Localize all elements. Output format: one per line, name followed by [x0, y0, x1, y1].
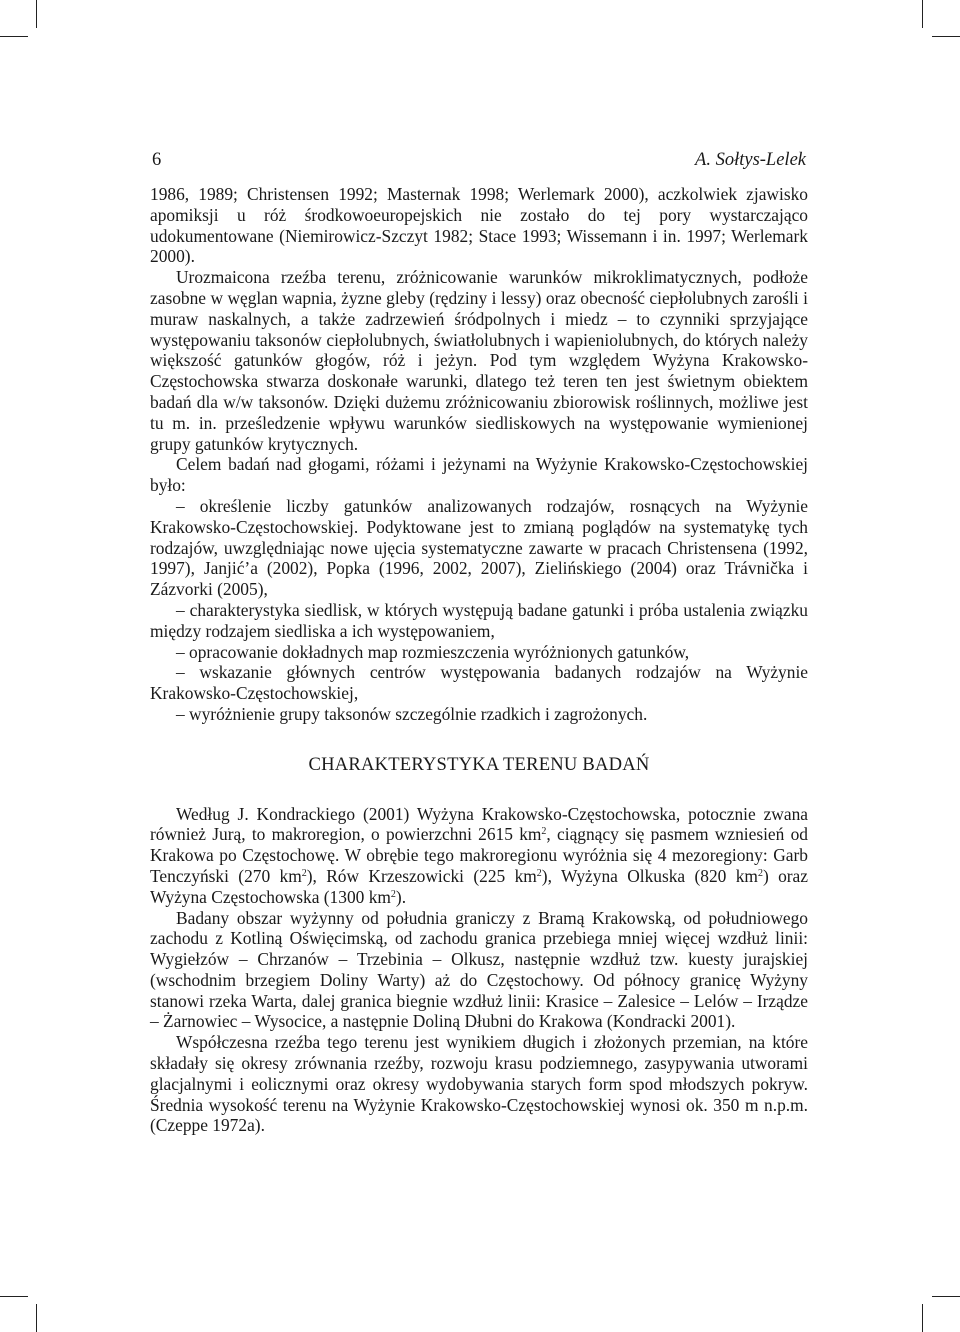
list-item: – wyróżnienie grupy taksonów szczególnie rzadkich i zagrożonych.: [176, 703, 648, 724]
list-item: – określenie liczby gatunków analizowanych rodzajów, rosnących na Wyżynie Krakowsko-Częstochowskiej. Podyktowane jest to zmianą poglądów na systematykę tych rodzajów, uwzględniając nowe ujęcia systematyczne zawarte w pracach Christensena (1992, 1997), Janjić’a (2002), Popka (1996, 2002, 2007), Zielińskiego (2004) oraz Trávnička i Zázvorki (2005),: [150, 495, 808, 600]
superscript: 2: [541, 826, 547, 838]
running-head: A. Sołtys-Lelek: [695, 150, 806, 170]
paragraph: Urozmaicona rzeźba terenu, zróżnicowanie warunków mikroklimatycznych, podłoże zasobne w węglan wapnia, żyzne gleby (rędziny i lessy) oraz obecność ciepłolubnych zarośli i muraw naskalnych, a także zadrzewień śródpolnych i miedz – to czynniki sprzyjające występowaniu taksonów ciepłolubnych, światłolubnych i wapieniolubnych, do których należy większość gatunków głogów, róż i jeżyn. Pod tym względem Wyżyna Krakowsko-Częstochowska stwarza doskonałe warunki, dlatego też teren ten jest świetnym obiektem badań dla w/w taksonów. Dzięki dużemu zróżnicowaniu zbiorowisk roślinnych, możliwe jest tu m. in. prześledzenie wpływu warunków siedliskowych na występowanie wymienionej grupy gatunków krytycznych.: [150, 267, 808, 454]
paragraph: 1986, 1989; Christensen 1992; Masternak 1998; Werlemark 2000), aczkolwiek zjawisko apomiksji u róż środkowoeuropejskich nie zostało do tej pory wystarczająco udokumentowane (Niemirowicz-Szczyt 1982; Stace 1993; Wissemann i in. 1997; Werlemark 2000).: [150, 184, 808, 267]
page-number: 6: [152, 150, 162, 170]
crop-mark: [36, 1304, 37, 1332]
superscript: 2: [536, 867, 542, 879]
text-run: ) oraz Wyżyna Częstochowska (1300 km: [150, 865, 808, 907]
crop-mark: [36, 0, 37, 28]
page-header: [150, 150, 808, 174]
crop-mark: [922, 1304, 923, 1332]
crop-mark: [932, 36, 960, 37]
crop-mark: [922, 0, 923, 28]
text-run: , ciągnący się pasmem wzniesień od Krakowa po Częstochowę. W obrębie tego makroregionu wyróżnia się 4 mezoregiony: Garb Tenczyński (270 km: [150, 824, 808, 886]
paragraph: Badany obszar wyżynny od południa graniczy z Bramą Krakowską, od południowego zachodu z Kotliną Oświęcimską, od zachodu granica przebiega mniej więcej wzdłuż linii: Wygiełzów – Chrzanów – Trzebinia – Olkusz, następnie wzdłuż tzw. kuesty jurajskiej (wschodnim brzegiem Doliny Warty) aż do Częstochowy. Od północy granicę Wyżyny stanowi rzeka Warta, dalej granica biegnie wzdłuż linii: Krasice – Zalesice – Lelów – Irządze – Żarnowiec – Wysocice, a następnie Doliną Dłubni do Krakowa (Kondracki 2001).: [150, 907, 808, 1032]
crop-mark: [932, 1296, 960, 1297]
text-run: ), Rów Krzeszowicki (225 km: [306, 865, 537, 886]
section-heading: CHARAKTERYSTYKA TERENU BADAŃ: [308, 753, 650, 775]
list-item: – wskazanie głównych centrów występowania badanych rodzajów na Wyżynie Krakowsko-Częstochowskiej,: [150, 662, 808, 704]
superscript: 2: [390, 888, 396, 900]
crop-mark: [0, 36, 28, 37]
crop-mark: [0, 1296, 28, 1297]
paragraph: [150, 804, 808, 908]
list-item: – opracowanie dokładnych map rozmieszczenia wyróżnionych gatunków,: [176, 641, 690, 662]
superscript: 2: [301, 867, 307, 879]
list-item: – charakterystyka siedlisk, w których występują badane gatunki i próba ustalenia związku między rodzajem siedliska a ich występowaniem,: [150, 599, 808, 641]
paragraph: Celem badań nad głogami, różami i jeżynami na Wyżynie Krakowsko-Częstochowskiej było:: [150, 454, 808, 496]
paragraph: Współczesna rzeźba tego terenu jest wynikiem długich i złożonych przemian, na które składały się okresy zrównania rzeźby, rozwoju krasu podziemnego, zasypywania utworami glacjalnymi i eolicznymi oraz okresy wydobywania starych form spod młodszych pokryw. Średnia wysokość terenu na Wyżynie Krakowsko-Częstochowskiej wynosi ok. 350 m n.p.m. (Czeppe 1972a).: [150, 1032, 808, 1136]
text-run: ), Wyżyna Olkuska (820 km: [541, 865, 758, 886]
text-run: ).: [395, 886, 407, 907]
page-body: [150, 184, 808, 1136]
superscript: 2: [757, 867, 763, 879]
text-run: Według J. Kondrackiego (2001) Wyżyna Krakowsko-Częstochowska, potocznie zwana również Jurą, to makroregion, o powierzchni 2615 km: [150, 803, 808, 845]
